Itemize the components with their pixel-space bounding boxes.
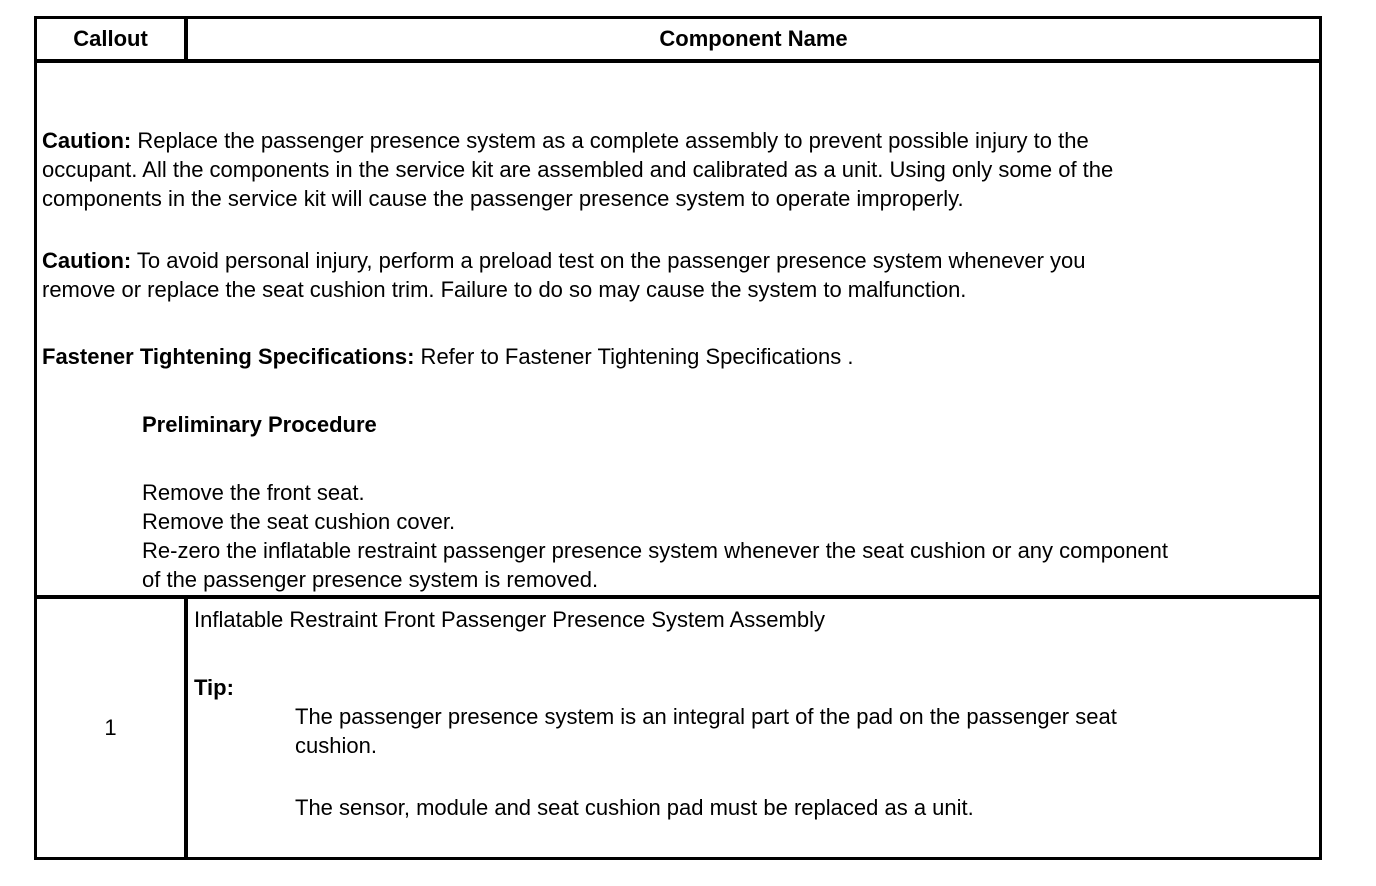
callout-number: 1 — [104, 715, 117, 740]
caution2-line1: Caution: To avoid personal injury, perform a preload test on the passenger presence system whenever you — [42, 248, 1086, 273]
caution1-line2: occupant. All the components in the service kit are assembled and calibrated as a unit. Using only some of the — [42, 157, 1114, 182]
tip-1-line2: cushion. — [295, 733, 377, 758]
table-header-row — [37, 19, 1319, 63]
tip-label: Tip: — [194, 675, 234, 700]
preliminary-step-3-line2: of the passenger presence system is removed. — [142, 567, 599, 592]
component-name-header: Component Name — [659, 26, 848, 51]
preliminary-step-1: Remove the front seat. — [142, 480, 365, 505]
fastener-text: Refer to Fastener Tightening Specifications . — [414, 344, 854, 369]
caution2-line2: remove or replace the seat cushion trim. Failure to do so may cause the system to malfunction. — [42, 277, 967, 302]
component-cell — [188, 599, 1319, 857]
tip-1-line1: The passenger presence system is an integral part of the pad on the passenger seat — [295, 704, 1117, 729]
caution1-label: Caution: — [42, 128, 132, 153]
callout-header: Callout — [73, 26, 148, 51]
preliminary-step-3-line1: Re-zero the inflatable restraint passenger presence system whenever the seat cushion or any component — [142, 538, 1169, 563]
procedure-notes-row — [37, 63, 1319, 599]
preliminary-step-2: Remove the seat cushion cover. — [142, 509, 456, 534]
fastener-label: Fastener Tightening Specifications: — [42, 344, 415, 369]
component-name-header-cell — [188, 19, 1319, 59]
component-row — [37, 599, 1319, 857]
tip-2: The sensor, module and seat cushion pad must be replaced as a unit. — [295, 795, 974, 820]
caution1-line3: components in the service kit will cause the passenger presence system to operate improperly. — [42, 186, 964, 211]
fastener-spec — [42, 342, 853, 371]
callout-cell — [37, 599, 188, 857]
callout-header-cell — [37, 19, 188, 59]
preliminary-title: Preliminary Procedure — [142, 412, 377, 437]
caution2-label: Caution: — [42, 248, 132, 273]
component-name: Inflatable Restraint Front Passenger Presence System Assembly — [194, 607, 825, 632]
component-table — [34, 16, 1322, 860]
caution1-line1: Caution: Replace the passenger presence system as a complete assembly to prevent possible injury to the — [42, 128, 1089, 153]
